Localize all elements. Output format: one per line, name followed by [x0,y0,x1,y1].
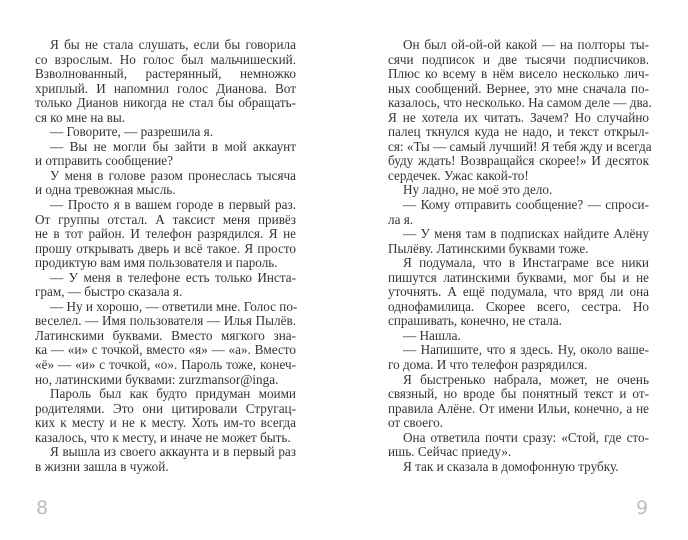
text-line: Я так и сказала в домофонную трубку. [403,458,619,474]
paragraph [388,329,649,344]
text-line: и отправить сообщение? [35,153,173,169]
text-line: Я не хотела их читать. Зачем? Но случайно [388,109,649,125]
text-line: грам, — быстро сказала я. [35,284,183,300]
paragraph [388,373,649,431]
paragraph [35,169,296,198]
text-line: от своего. [388,415,444,431]
text-line: Взволнованный, растерянный, немножко [35,66,296,82]
text-line: — Ну и хорошо, — ответили мне. Голос по- [50,298,298,314]
text-line: У меня в голове разом пронеслась тысяча [50,167,296,183]
text-line: прошу открывать дверь и всё такое. Я просто [35,240,296,256]
paragraph [35,38,296,125]
text-line: ных сообщений. Вернее, это мне сначала по- [388,80,649,96]
right-page-text [388,37,652,474]
text-line: ких к месту и не к месту. Хоть им-то всегда [35,415,296,431]
text-line: казалось, что несколько. На самом деле — два. [388,95,652,111]
text-line: Я подумала, что в Инстаграме все ники [403,255,649,271]
text-line: продиктую вам имя пользователя и пароль. [35,255,278,271]
text-line: Латинскими буквами. Вместо мягкого зна- [35,327,296,343]
text-line: казалось, что к месту, и иначе не может быть. [35,429,291,445]
text-line: — Напишите, что я здесь. Ну, около ваше- [403,342,649,358]
left-page-text [35,38,296,474]
paragraph [388,343,649,372]
text-line: Я быстренько набрала, может, не очень [403,371,649,387]
page-number-left: 8 [36,497,49,519]
text-line: — Кому отправить сообщение? — спроси- [403,197,649,213]
paragraph [35,125,296,140]
text-line: веселел. — Имя пользователя — Илья Пылёв. [35,313,296,329]
text-line: — У меня в телефоне есть только Инста- [50,269,296,285]
paragraph [388,256,649,329]
page-number-right: 9 [636,497,649,519]
text-line: го дома. И что телефон разрядился. [388,357,588,373]
text-line: но, латинскими буквами: zurzmansor@inga. [35,371,279,387]
text-line: правила Алёне. От имени Ильи, конечно, а не [388,400,649,416]
paragraph [388,460,649,475]
text-line: со взрослым. Но голос был мальчишеский. [35,51,296,67]
paragraph [35,271,296,300]
text-line: родителями. Это они цитировали Стругац- [35,400,296,416]
paragraph [35,198,296,271]
text-line: «ё» — «и» с точкой, «о». Пароль тоже, конеч- [35,357,296,373]
text-line: сячи подписок и две тысячи подписчиков. [388,51,649,67]
text-line: только Дианов никогда не стал бы обращать- [35,95,296,111]
text-line: однофамилица. Скорее всего, сестра. Но [388,298,649,314]
text-line: связный, но вроде бы понятный текст и от- [388,386,649,402]
text-line: Пылёву. Латинскими буквами тоже. [388,240,589,256]
text-line: — Говорите, — разрешила я. [50,124,214,140]
paragraph [35,300,296,387]
text-line: пишутся латинскими буквами, мог бы и не [388,269,649,285]
text-line: буду ждать! Возвращайся скорее!» И десяток [388,153,649,169]
text-line: Он был ой-ой-ой какой — на полторы ты- [403,37,649,52]
paragraph [388,431,649,460]
paragraph [388,183,649,198]
paragraph [388,198,649,227]
text-line: — Просто я в вашем городе в первый раз. [50,197,296,213]
text-line: спрашивать, конечно, не стала. [388,313,562,329]
text-line: — Вы не могли бы зайти в мой аккаунт [50,138,296,154]
text-line: в жизни зашла в чужой. [35,458,169,474]
text-line: ся: «Ты — самый лучший! Я тебя жду и всегда [388,138,652,154]
paragraph [35,140,296,169]
text-line: палец ткнулся куда не надо, и текст открыл- [388,124,649,140]
text-line: Я вышла из своего аккаунта и в первый раз [50,444,296,460]
text-line: сердечек. Ужас какой-то! [388,167,529,183]
text-line: и одна тревожная мысль. [35,182,176,198]
text-line: хриплый. И напомнил голос Дианова. Вот [35,80,296,96]
text-line: ся ко мне на вы. [35,109,125,125]
text-line: Она ответила почти сразу: «Стой, где сто- [403,429,649,445]
text-line: уточнять. А ещё подумала, что вряд ли она [388,284,649,300]
text-line: — Нашла. [403,327,461,343]
paragraph [35,445,296,474]
text-line: не в тот район. И телефон разрядился. Я не [35,226,296,242]
text-line: ка — «и» с точкой, вместо «я» — «а». Вместо [35,342,296,358]
text-line: Плюс ко всему в нём висело несколько лич- [388,66,649,82]
text-line: ла я. [388,211,414,227]
text-line: ишь. Сейчас приеду». [388,444,512,460]
text-line: Я бы не стала слушать, если бы говорила [50,37,296,52]
text-line: — У меня там в подписках найдите Алёну [403,226,649,242]
paragraph [388,227,649,256]
text-line: От группы отстал. А таксист меня привёз [35,211,296,227]
text-line: Ну ладно, не моё это дело. [403,182,553,198]
paragraph [388,37,652,183]
text-line: Пароль был как будто придуман моими [50,386,296,402]
paragraph [35,387,296,445]
